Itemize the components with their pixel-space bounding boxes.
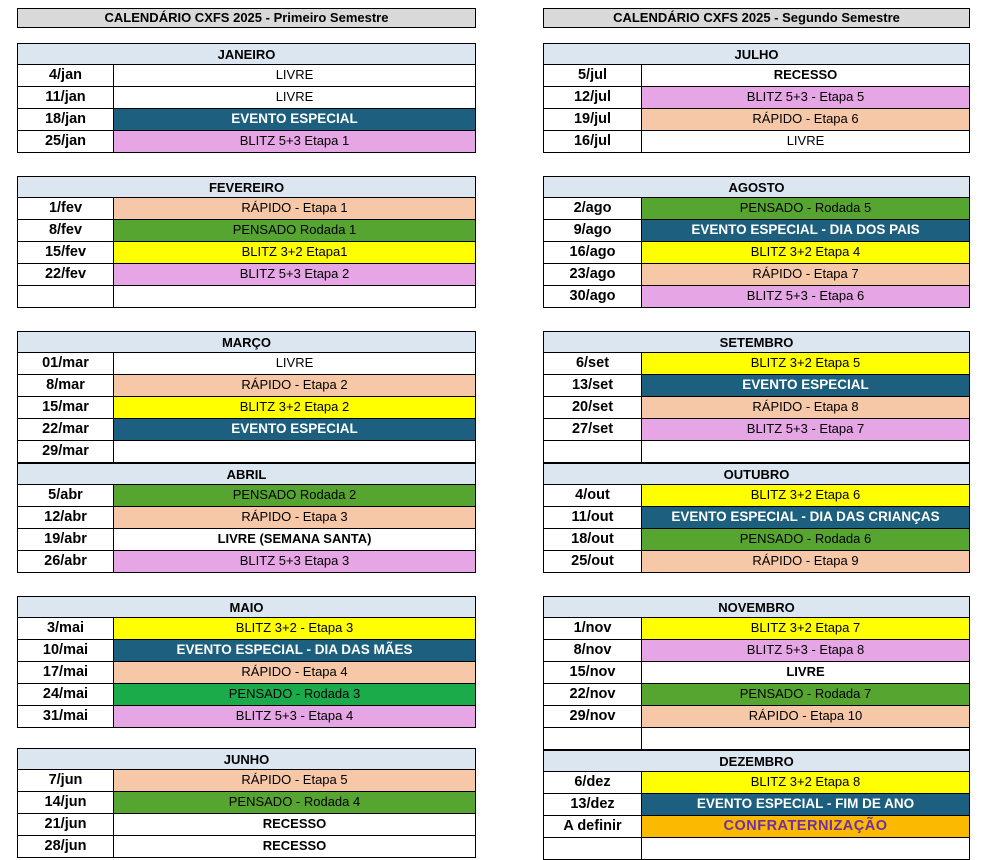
date-cell: 12/abr [18, 507, 114, 528]
table-row [543, 816, 970, 838]
event-cell: BLITZ 3+2 Etapa 2 [114, 397, 475, 418]
table-row [543, 529, 970, 551]
date-cell: 22/fev [18, 264, 114, 285]
table-row [17, 242, 476, 264]
event-cell: PENSADO - Rodada 6 [642, 529, 969, 550]
event-cell: RÁPIDO - Etapa 9 [642, 551, 969, 572]
table-row [17, 618, 476, 640]
month-block [17, 331, 476, 573]
date-cell: 1/nov [544, 618, 642, 639]
table-row [17, 551, 476, 573]
table-row [543, 551, 970, 573]
table-row [17, 836, 476, 858]
event-cell: LIVRE [114, 87, 475, 108]
table-row [543, 640, 970, 662]
date-cell: 19/abr [18, 529, 114, 550]
event-cell: PENSADO - Rodada 7 [642, 684, 969, 705]
month-block [543, 596, 970, 860]
event-cell: BLITZ 5+3 Etapa 1 [114, 131, 475, 152]
table-row [543, 618, 970, 640]
month-header: JULHO [543, 43, 970, 65]
month-block [17, 43, 476, 153]
date-cell: 29/mar [18, 441, 114, 462]
event-cell: EVENTO ESPECIAL [114, 419, 475, 440]
month-block [17, 748, 476, 858]
table-row [543, 397, 970, 419]
table-row [543, 198, 970, 220]
table-row [17, 684, 476, 706]
table-row [17, 198, 476, 220]
event-cell: LIVRE [114, 65, 475, 86]
date-cell: 20/set [544, 397, 642, 418]
event-cell: BLITZ 5+3 Etapa 3 [114, 551, 475, 572]
date-cell: 4/jan [18, 65, 114, 86]
date-cell: 6/dez [544, 772, 642, 793]
event-cell: RÁPIDO - Etapa 4 [114, 662, 475, 683]
date-cell: 13/dez [544, 794, 642, 815]
table-row [17, 65, 476, 87]
table-row [17, 507, 476, 529]
date-cell: 18/jan [18, 109, 114, 130]
date-cell: 16/ago [544, 242, 642, 263]
date-cell: 24/mai [18, 684, 114, 705]
date-cell: 13/set [544, 375, 642, 396]
date-cell: 17/mai [18, 662, 114, 683]
date-cell: 11/jan [18, 87, 114, 108]
date-cell: 10/mai [18, 640, 114, 661]
date-cell: 18/out [544, 529, 642, 550]
date-cell: 11/out [544, 507, 642, 528]
table-row [543, 109, 970, 131]
date-cell: 15/nov [544, 662, 642, 683]
table-row [17, 131, 476, 153]
date-cell: 21/jun [18, 814, 114, 835]
event-cell: PENSADO - Rodada 5 [642, 198, 969, 219]
month-block [543, 43, 970, 153]
table-row [543, 441, 970, 463]
table-row [17, 770, 476, 792]
table-row [543, 242, 970, 264]
table-row [543, 485, 970, 507]
month-header: AGOSTO [543, 176, 970, 198]
table-row [17, 397, 476, 419]
event-cell: RECESSO [262, 816, 327, 831]
month-header: NOVEMBRO [543, 596, 970, 618]
date-cell [544, 728, 642, 749]
month-block [17, 176, 476, 308]
table-row [17, 485, 476, 507]
event-cell: BLITZ 3+2 Etapa 7 [642, 618, 969, 639]
table-row [543, 507, 970, 529]
table-row [543, 772, 970, 794]
date-cell [18, 286, 114, 307]
date-cell: 16/jul [544, 131, 642, 152]
date-cell: 9/ago [544, 220, 642, 241]
event-cell: PENSADO - Rodada 3 [114, 684, 475, 705]
table-row [543, 794, 970, 816]
date-cell: 30/ago [544, 286, 642, 307]
table-row [17, 375, 476, 397]
event-cell: BLITZ 3+2 Etapa1 [114, 242, 475, 263]
event-cell: LIVRE [642, 131, 969, 152]
table-row [543, 131, 970, 153]
date-cell: 28/jun [18, 836, 114, 857]
table-row [17, 220, 476, 242]
event-cell: PENSADO Rodada 1 [114, 220, 475, 241]
date-cell: 23/ago [544, 264, 642, 285]
table-row [543, 220, 970, 242]
second-semester-title: CALENDÁRIO CXFS 2025 - Segundo Semestre [543, 8, 970, 28]
event-cell: RÁPIDO - Etapa 1 [114, 198, 475, 219]
table-row [543, 264, 970, 286]
event-cell: EVENTO ESPECIAL - DIA DAS CRIANÇAS [642, 507, 969, 528]
table-row [17, 264, 476, 286]
month-header: ABRIL [17, 463, 476, 485]
date-cell: 01/mar [18, 353, 114, 374]
date-cell: 8/fev [18, 220, 114, 241]
event-cell: LIVRE [786, 664, 825, 679]
table-row [17, 286, 476, 308]
event-cell [642, 728, 969, 749]
date-cell [544, 441, 642, 462]
date-cell: 12/jul [544, 87, 642, 108]
table-row [17, 441, 476, 463]
table-row [17, 353, 476, 375]
date-cell: 3/mai [18, 618, 114, 639]
date-cell: 14/jun [18, 792, 114, 813]
event-cell [642, 838, 969, 859]
month-header: OUTUBRO [543, 463, 970, 485]
event-cell: RÁPIDO - Etapa 6 [642, 109, 969, 130]
month-header: JUNHO [17, 748, 476, 770]
event-cell: PENSADO Rodada 2 [114, 485, 475, 506]
date-cell: 2/ago [544, 198, 642, 219]
date-cell: 7/jun [18, 770, 114, 791]
event-cell: BLITZ 3+2 Etapa 8 [642, 772, 969, 793]
event-cell [642, 441, 969, 462]
date-cell: 25/out [544, 551, 642, 572]
event-cell: LIVRE (SEMANA SANTA) [217, 531, 372, 546]
date-cell: 29/nov [544, 706, 642, 727]
table-row [543, 838, 970, 860]
date-cell: 1/fev [18, 198, 114, 219]
month-header: DEZEMBRO [543, 750, 970, 772]
event-cell: BLITZ 3+2 Etapa 5 [642, 353, 969, 374]
event-cell [114, 441, 475, 462]
event-cell: RECESSO [262, 838, 327, 853]
event-cell: RÁPIDO - Etapa 2 [114, 375, 475, 396]
table-row [543, 353, 970, 375]
event-cell: CONFRATERNIZAÇÃO [642, 816, 969, 837]
table-row [17, 792, 476, 814]
date-cell: 25/jan [18, 131, 114, 152]
event-cell: RÁPIDO - Etapa 5 [114, 770, 475, 791]
date-cell: 15/mar [18, 397, 114, 418]
table-row [17, 706, 476, 728]
date-cell: A definir [544, 816, 642, 837]
date-cell: 26/abr [18, 551, 114, 572]
event-cell: RÁPIDO - Etapa 7 [642, 264, 969, 285]
event-cell: EVENTO ESPECIAL - DIA DAS MÃES [114, 640, 475, 661]
date-cell: 27/set [544, 419, 642, 440]
date-cell: 4/out [544, 485, 642, 506]
event-cell: BLITZ 5+3 - Etapa 4 [114, 706, 475, 727]
table-row [17, 529, 476, 551]
date-cell: 6/set [544, 353, 642, 374]
month-header: FEVEREIRO [17, 176, 476, 198]
event-cell: BLITZ 5+3 Etapa 2 [114, 264, 475, 285]
date-cell: 19/jul [544, 109, 642, 130]
table-row [17, 640, 476, 662]
table-row [17, 419, 476, 441]
table-row [17, 87, 476, 109]
table-row [543, 419, 970, 441]
month-header: SETEMBRO [543, 331, 970, 353]
table-row [543, 375, 970, 397]
event-cell: RÁPIDO - Etapa 10 [642, 706, 969, 727]
event-cell: LIVRE [114, 353, 475, 374]
date-cell: 5/abr [18, 485, 114, 506]
date-cell: 8/mar [18, 375, 114, 396]
table-row [543, 728, 970, 750]
event-cell: EVENTO ESPECIAL [642, 375, 969, 396]
date-cell: 22/mar [18, 419, 114, 440]
date-cell: 31/mai [18, 706, 114, 727]
event-cell: BLITZ 5+3 - Etapa 5 [642, 87, 969, 108]
table-row [543, 87, 970, 109]
date-cell: 8/nov [544, 640, 642, 661]
event-cell: RÁPIDO - Etapa 8 [642, 397, 969, 418]
date-cell: 5/jul [544, 65, 642, 86]
month-header: JANEIRO [17, 43, 476, 65]
event-cell: PENSADO - Rodada 4 [114, 792, 475, 813]
event-cell: RECESSO [773, 67, 838, 82]
month-block [543, 331, 970, 573]
event-cell: BLITZ 5+3 - Etapa 7 [642, 419, 969, 440]
month-header: MAIO [17, 596, 476, 618]
month-header: MARÇO [17, 331, 476, 353]
date-cell: 22/nov [544, 684, 642, 705]
table-row [543, 684, 970, 706]
month-block [543, 176, 970, 308]
event-cell: BLITZ 3+2 Etapa 4 [642, 242, 969, 263]
first-semester-title: CALENDÁRIO CXFS 2025 - Primeiro Semestre [17, 8, 476, 28]
event-cell: BLITZ 3+2 Etapa 6 [642, 485, 969, 506]
date-cell [544, 838, 642, 859]
event-cell [114, 286, 475, 307]
event-cell: RÁPIDO - Etapa 3 [114, 507, 475, 528]
date-cell: 15/fev [18, 242, 114, 263]
event-cell: BLITZ 5+3 - Etapa 6 [642, 286, 969, 307]
table-row [543, 706, 970, 728]
table-row [543, 65, 970, 87]
table-row [543, 662, 970, 684]
event-cell: BLITZ 5+3 - Etapa 8 [642, 640, 969, 661]
event-cell: EVENTO ESPECIAL - DIA DOS PAIS [642, 220, 969, 241]
table-row [543, 286, 970, 308]
table-row [17, 109, 476, 131]
event-cell: EVENTO ESPECIAL [114, 109, 475, 130]
event-cell: EVENTO ESPECIAL - FIM DE ANO [642, 794, 969, 815]
table-row [17, 814, 476, 836]
event-cell: BLITZ 3+2 - Etapa 3 [114, 618, 475, 639]
table-row [17, 662, 476, 684]
month-block [17, 596, 476, 728]
